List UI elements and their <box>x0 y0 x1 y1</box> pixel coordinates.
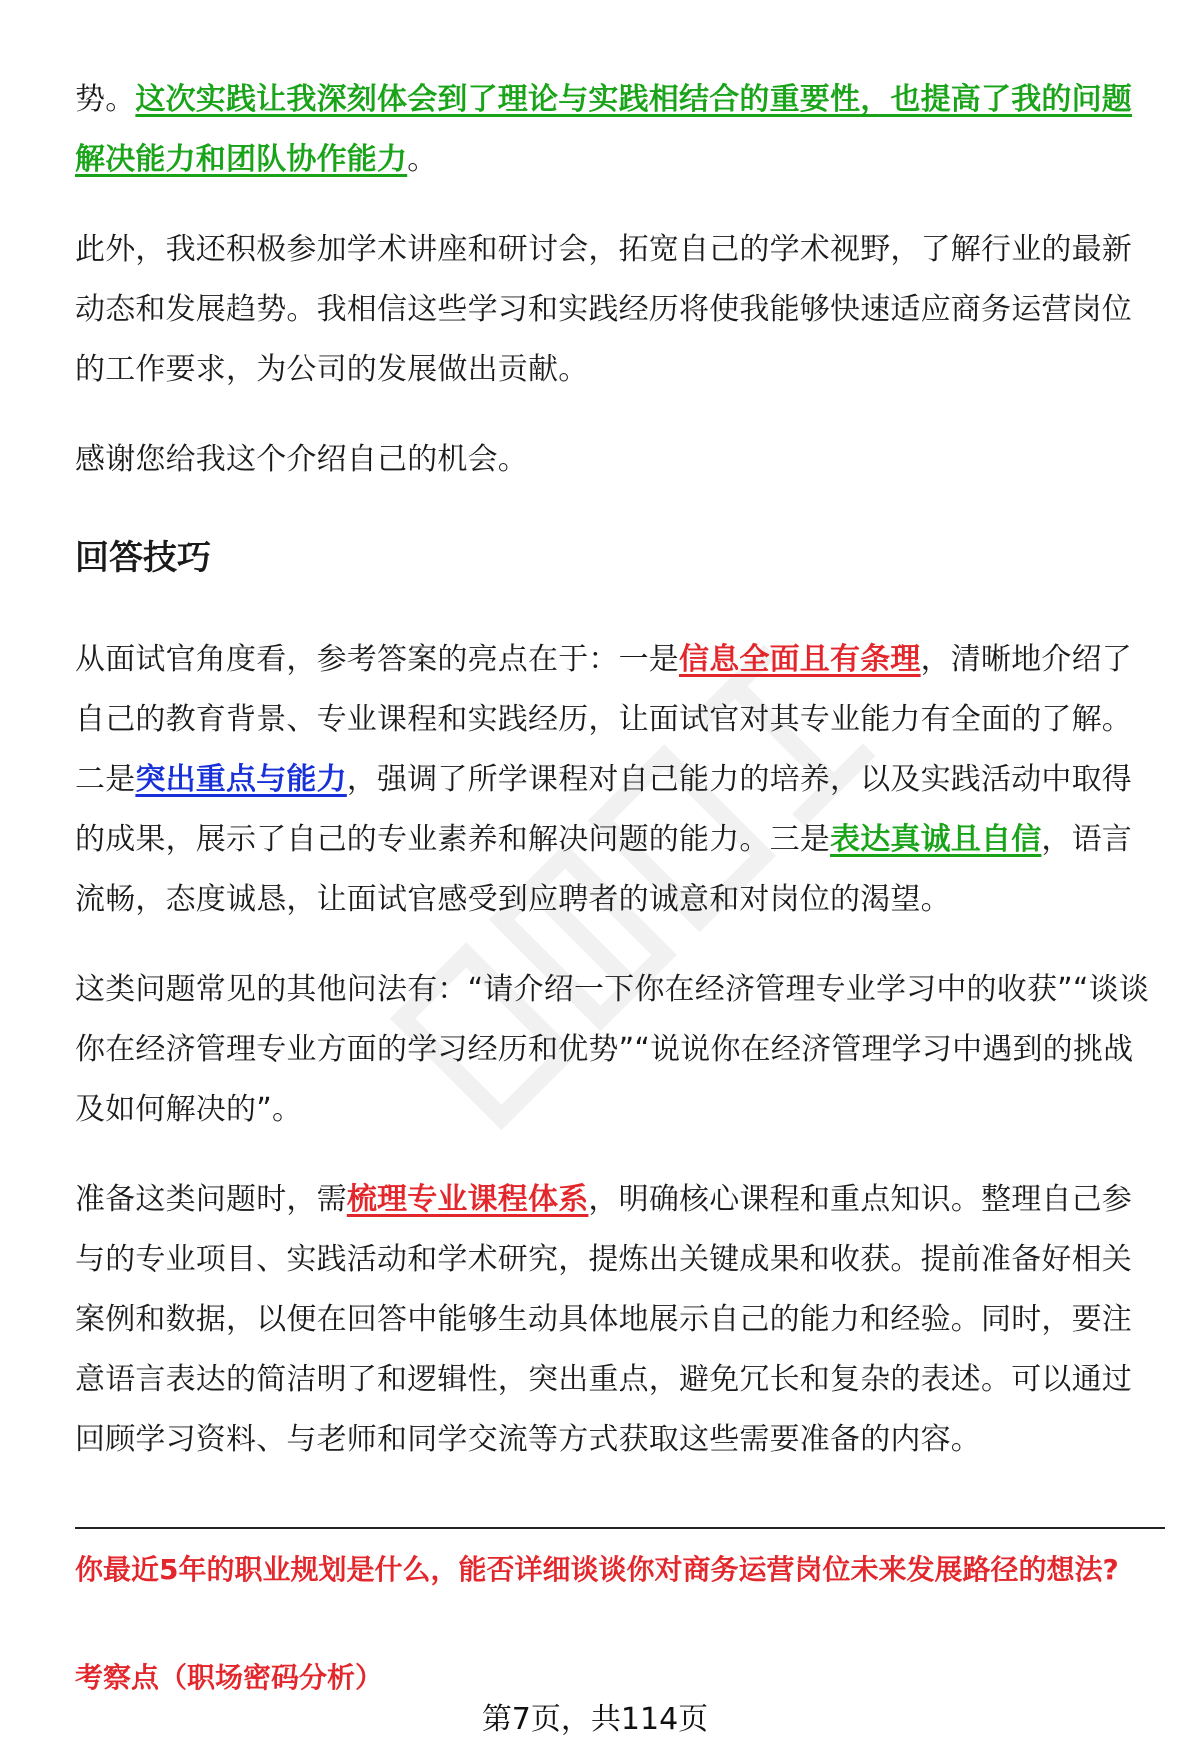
section-heading-answer-tips: 回答技巧 <box>75 538 211 578</box>
text-segment: ，语言流畅，态度诚恳，让面试官感受到应聘者的诚意和对岗位的渴望。 <box>75 822 1133 917</box>
text-segment: ，强调了所学课程对自己能力的培养，以及实践活动中取得的成果，展示了自己的专业素养和解决问题的能力。三是 <box>75 762 1133 857</box>
text-segment: 从面试官角度看，参考答案的亮点在于：一是 <box>75 642 679 677</box>
text-segment: 准备这类问题时，需 <box>75 1182 347 1217</box>
paragraph-preparation-tips <box>75 1170 1160 1470</box>
paragraph-thanks: 感谢您给我这个介绍自己的机会。 <box>75 442 528 477</box>
page-number-footer: 第7页，共114页 <box>481 1702 709 1737</box>
highlight-green: 表达真诚且自信 <box>830 822 1042 857</box>
paragraph-practice-summary <box>75 70 1160 190</box>
section-divider <box>75 1527 1165 1529</box>
highlight-blue: 突出重点与能力 <box>135 762 347 797</box>
paragraph-academic-activities: 此外，我还积极参加学术讲座和研讨会，拓宽自己的学术视野，了解行业的最新动态和发展趋势。我相信这些学习和实践经历将使我能够快速适应商务运营岗位的工作要求，为公司的发展做出贡献。 <box>75 232 1132 387</box>
next-question-title: 你最近5年的职业规划是什么，能否详细谈谈你对商务运营岗位未来发展路径的想法? <box>75 1553 1119 1586</box>
paragraph-alternative-questions: 这类问题常见的其他问法有：“请介绍一下你在经济管理专业学习中的收获”“谈谈你在经济管理专业方面的学习经历和优势”“说说你在经济管理学习中遇到的挑战及如何解决的”。 <box>75 972 1150 1127</box>
highlight-red: 信息全面且有条理 <box>679 642 921 677</box>
highlight-green: 这次实践让我深刻体会到了理论与实践相结合的重要性，也提高了我的问题解决能力和团队协作能力 <box>75 82 1133 177</box>
text-segment: ，明确核心课程和重点知识。整理自己参与的专业项目、实践活动和学术研究，提炼出关键成果和收获。提前准备好相关案例和数据，以便在回答中能够生动具体地展示自己的能力和经验。同时，要注意语言表达的简洁明了和逻辑性，突出重点，避免冗长和复杂的表述。可以通过回顾学习资料、与老师和同学交流等方式获取这些需要准备的内容。 <box>75 1182 1133 1457</box>
text-segment: 。 <box>407 142 438 177</box>
text-segment: ，清晰地介绍了自己的教育背景、专业课程和实践经历，让面试官对其专业能力有全面的了解。二是 <box>75 642 1133 797</box>
paragraph-interviewer-perspective <box>75 630 1160 930</box>
text-segment: 势。 <box>75 82 136 117</box>
next-question-subheading: 考察点（职场密码分析） <box>75 1661 384 1694</box>
highlight-red: 梳理专业课程体系 <box>346 1182 589 1217</box>
